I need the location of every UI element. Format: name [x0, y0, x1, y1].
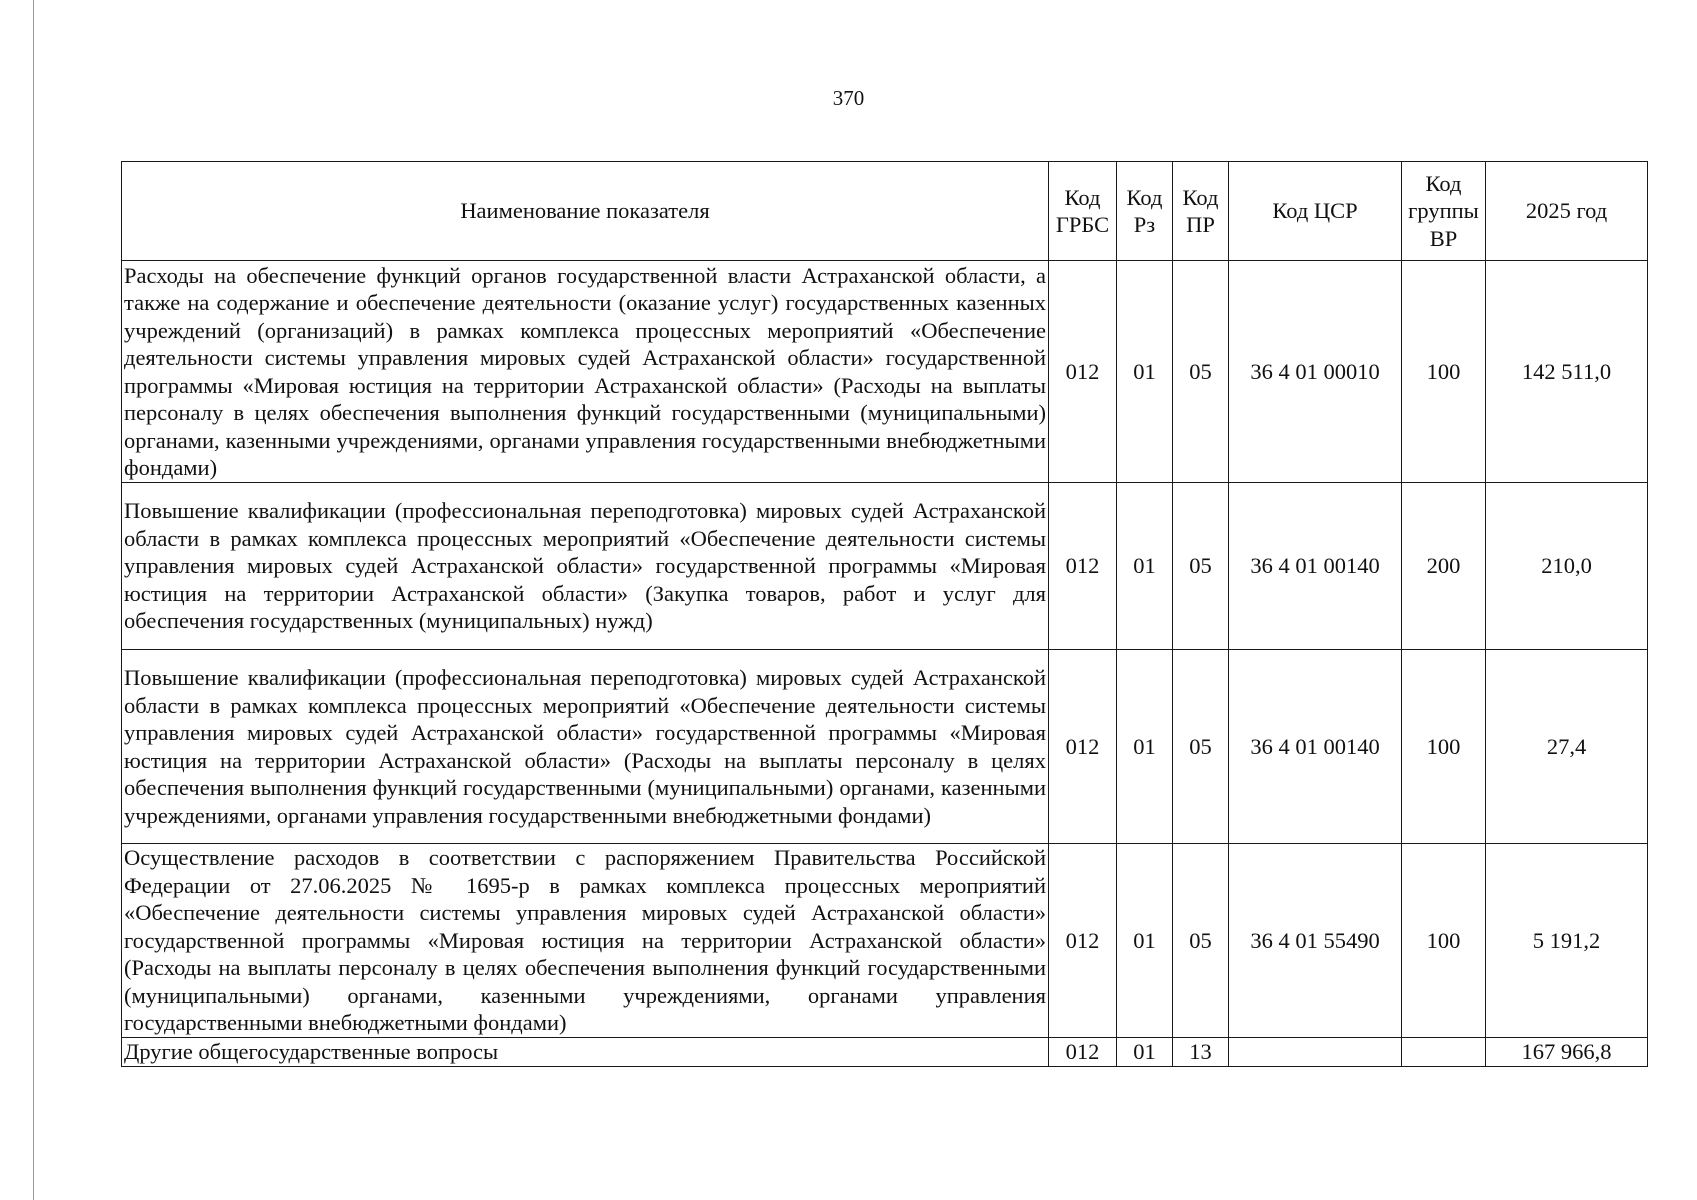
cell-rz: 01 [1117, 650, 1173, 844]
cell-csr: 36 4 01 55490 [1229, 844, 1402, 1038]
cell-pr: 05 [1173, 483, 1229, 650]
cell-grbs: 012 [1049, 261, 1117, 483]
cell-rz: 01 [1117, 261, 1173, 483]
cell-grbs: 012 [1049, 1038, 1117, 1067]
table-header-row [122, 162, 1648, 261]
cell-grbs: 012 [1049, 483, 1117, 650]
cell-vr: 100 [1402, 844, 1486, 1038]
cell-vr: 100 [1402, 650, 1486, 844]
cell-amount: 5 191,2 [1486, 844, 1648, 1038]
scan-margin-line [33, 0, 34, 1200]
header-csr: Код ЦСР [1229, 162, 1402, 261]
cell-vr [1402, 1038, 1486, 1067]
cell-name: Повышение квалификации (профессиональная переподготовка) мировых судей Астраханской области в рамках комплекса процессных мероприятий «Обеспечение деятельности системы управления мировых судей Астраханской области» государственной программы «Мировая юстиция на территории Астраханской области» (Закупка товаров, работ и услуг для обеспечения государственных (муниципальных) нужд) [122, 483, 1049, 650]
cell-amount: 210,0 [1486, 483, 1648, 650]
cell-grbs: 012 [1049, 650, 1117, 844]
header-name: Наименование показателя [122, 162, 1049, 261]
cell-pr: 05 [1173, 844, 1229, 1038]
cell-pr: 05 [1173, 261, 1229, 483]
cell-pr: 05 [1173, 650, 1229, 844]
cell-amount: 167 966,8 [1486, 1038, 1648, 1067]
cell-rz: 01 [1117, 1038, 1173, 1067]
table-row [122, 261, 1648, 483]
cell-vr: 200 [1402, 483, 1486, 650]
cell-csr: 36 4 01 00140 [1229, 483, 1402, 650]
cell-csr [1229, 1038, 1402, 1067]
cell-rz: 01 [1117, 483, 1173, 650]
cell-name: Другие общегосударственные вопросы [122, 1038, 1049, 1067]
cell-name: Повышение квалификации (профессиональная переподготовка) мировых судей Астраханской области в рамках комплекса процессных мероприятий «Обеспечение деятельности системы управления мировых судей Астраханской области» государственной программы «Мировая юстиция на территории Астраханской области» (Расходы на выплаты персоналу в целях обеспечения выполнения функций государственными (муниципальными) органами, казенными учреждениями, органами управления государственными внебюджетными фондами) [122, 650, 1049, 844]
header-vr: Код группы ВР [1402, 162, 1486, 261]
header-grbs: Код ГРБС [1049, 162, 1117, 261]
cell-pr: 13 [1173, 1038, 1229, 1067]
page-number: 370 [832, 86, 865, 110]
table-row [122, 1038, 1648, 1067]
cell-grbs: 012 [1049, 844, 1117, 1038]
cell-csr: 36 4 01 00010 [1229, 261, 1402, 483]
cell-rz: 01 [1117, 844, 1173, 1038]
budget-table [121, 161, 1648, 1067]
cell-amount: 142 511,0 [1486, 261, 1648, 483]
header-rz: Код Рз [1117, 162, 1173, 261]
cell-name: Осуществление расходов в соответствии с распоряжением Правительства Российской Федерации от 27.06.2025 № 1695-р в рамках комплекса процессных мероприятий «Обеспечение деятельности системы управления мировых судей Астраханской области» государственной программы «Мировая юстиция на территории Астраханской области» (Расходы на выплаты персоналу в целях обеспечения выполнения функций государственными (муниципальными) органами, казенными учреждениями, органами управления государственными внебюджетными фондами) [122, 844, 1049, 1038]
cell-vr: 100 [1402, 261, 1486, 483]
cell-csr: 36 4 01 00140 [1229, 650, 1402, 844]
table-row [122, 650, 1648, 844]
cell-name: Расходы на обеспечение функций органов государственной власти Астраханской области, а также на содержание и обеспечение деятельности (оказание услуг) государственных казенных учреждений (организаций) в рамках комплекса процессных мероприятий «Обеспечение деятельности системы управления мировых судей Астраханской области» государственной программы «Мировая юстиция на территории Астраханской области» (Расходы на выплаты персоналу в целях обеспечения выполнения функций государственными (муниципальными) органами, казенными учреждениями, органами управления государственными внебюджетными фондами) [122, 261, 1049, 483]
header-year: 2025 год [1486, 162, 1648, 261]
table-row [122, 844, 1648, 1038]
table-row [122, 483, 1648, 650]
cell-amount: 27,4 [1486, 650, 1648, 844]
header-pr: Код ПР [1173, 162, 1229, 261]
